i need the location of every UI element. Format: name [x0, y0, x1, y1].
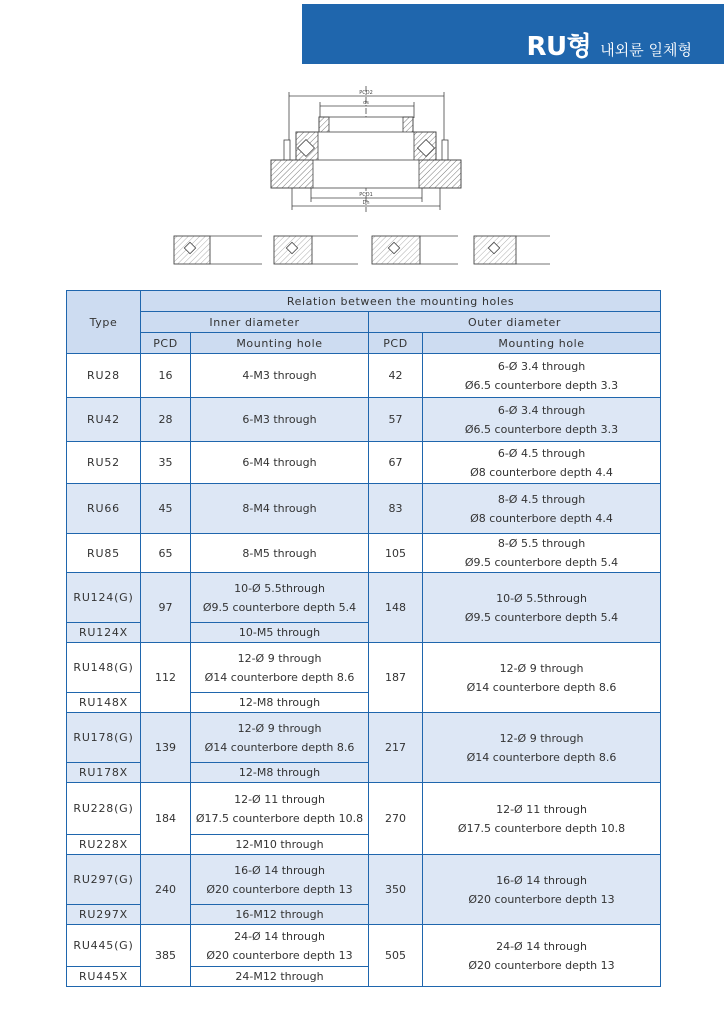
hole-outer-line-2: Ø14 counterbore depth 8.6 — [466, 750, 617, 764]
pcd-inner-cell: 97 — [141, 573, 191, 643]
hole-inner-cell: 16-M12 through — [191, 905, 369, 925]
variant-drawing-1 — [174, 236, 262, 264]
hole-inner-line-2: Ø17.5 counterbore depth 10.8 — [195, 811, 364, 825]
pcd-inner-cell: 35 — [141, 442, 191, 484]
table-row — [67, 442, 661, 484]
hole-outer-line-1: 12-Ø 9 through — [499, 731, 584, 745]
type-cell: RU297X — [67, 905, 141, 925]
mounting-holes-table — [66, 290, 661, 987]
ds-label: ds — [363, 100, 369, 106]
hole-inner-cell: 4-M3 through — [191, 354, 369, 398]
type-cell: RU228X — [67, 835, 141, 855]
hole-inner-line-1: 12-Ø 11 through — [234, 792, 325, 806]
hole-inner-cell — [191, 713, 369, 763]
pcd-outer-cell: 105 — [369, 534, 423, 573]
pcd-inner-cell: 28 — [141, 398, 191, 442]
hole-outer-cell — [423, 855, 661, 925]
banner-title: RU형 — [526, 32, 592, 62]
pcd-inner-cell: 112 — [141, 643, 191, 713]
hole-outer-line-1: 6-Ø 4.5 through — [497, 446, 586, 460]
pcd-inner-cell: 16 — [141, 354, 191, 398]
table-row — [67, 643, 661, 693]
header-pcd-outer: PCD — [369, 333, 423, 354]
hole-outer-line-2: Ø8 counterbore depth 4.4 — [470, 465, 613, 479]
hole-outer-line-2: Ø8 counterbore depth 4.4 — [470, 511, 613, 525]
hole-outer-cell — [423, 573, 661, 643]
pcd-inner-cell: 385 — [141, 925, 191, 987]
hole-inner-cell: 12-M8 through — [191, 763, 369, 783]
pcd-outer-cell: 187 — [369, 643, 423, 713]
hole-outer-line-1: 12-Ø 9 through — [499, 661, 584, 675]
hole-inner-line-1: 16-Ø 14 through — [234, 863, 325, 877]
hole-inner-line-2: Ø20 counterbore depth 13 — [206, 948, 353, 962]
hole-outer-cell — [423, 925, 661, 987]
type-cell: RU178(G) — [67, 713, 141, 763]
header-relation: Relation between the mounting holes — [141, 291, 661, 312]
hole-outer-line-1: 8-Ø 4.5 through — [497, 492, 586, 506]
type-cell: RU85 — [67, 534, 141, 573]
hole-outer-line-2: Ø14 counterbore depth 8.6 — [466, 680, 617, 694]
header-type: Type — [67, 291, 141, 354]
type-cell: RU42 — [67, 398, 141, 442]
table-row — [67, 484, 661, 534]
table-row — [67, 398, 661, 442]
table-row — [67, 713, 661, 763]
pcd1-label: PCD1 — [359, 192, 373, 198]
hole-outer-line-1: 6-Ø 3.4 through — [497, 403, 586, 417]
type-cell: RU297(G) — [67, 855, 141, 905]
hole-outer-line-2: Ø20 counterbore depth 13 — [468, 892, 615, 906]
bearing-drawings — [0, 0, 724, 280]
hole-outer-line-2: Ø9.5 counterbore depth 5.4 — [464, 556, 619, 569]
pcd-outer-cell: 505 — [369, 925, 423, 987]
hole-inner-line-1: 12-Ø 9 through — [237, 721, 322, 735]
hole-outer-line-1: 24-Ø 14 through — [496, 939, 587, 953]
hole-outer-line-2: Ø20 counterbore depth 13 — [468, 958, 615, 972]
type-cell: RU178X — [67, 763, 141, 783]
hole-outer-line-1: 8-Ø 5.5 through — [497, 537, 586, 550]
hole-outer-cell — [423, 534, 661, 573]
pcd-outer-cell: 350 — [369, 855, 423, 925]
hole-inner-cell — [191, 643, 369, 693]
pcd-outer-cell: 148 — [369, 573, 423, 643]
banner-subtitle: 내외륜 일체형 — [600, 41, 692, 59]
type-cell: RU228(G) — [67, 783, 141, 835]
type-cell: RU445X — [67, 967, 141, 987]
hole-outer-cell — [423, 398, 661, 442]
pcd-inner-cell: 240 — [141, 855, 191, 925]
hole-inner-cell — [191, 855, 369, 905]
table-row — [67, 783, 661, 835]
hole-inner-cell: 12-M10 through — [191, 835, 369, 855]
table-row — [67, 573, 661, 623]
hole-inner-cell: 24-M12 through — [191, 967, 369, 987]
table-row — [67, 534, 661, 573]
hole-inner-cell: 10-M5 through — [191, 623, 369, 643]
pcd-outer-cell: 270 — [369, 783, 423, 855]
pcd-inner-cell: 65 — [141, 534, 191, 573]
type-cell: RU148X — [67, 693, 141, 713]
pcd-inner-cell: 139 — [141, 713, 191, 783]
hole-inner-line-1: 12-Ø 9 through — [237, 651, 322, 665]
pcd-outer-cell: 83 — [369, 484, 423, 534]
type-cell: RU445(G) — [67, 925, 141, 967]
hole-outer-cell — [423, 442, 661, 484]
type-cell: RU28 — [67, 354, 141, 398]
table-row — [67, 354, 661, 398]
header-inner-diameter: Inner diameter — [141, 312, 369, 333]
header-hole-outer: Mounting hole — [423, 333, 661, 354]
variant-drawing-4 — [474, 236, 550, 264]
hole-inner-cell — [191, 925, 369, 967]
table-row — [67, 855, 661, 905]
hole-outer-cell — [423, 713, 661, 783]
hole-inner-cell — [191, 783, 369, 835]
pcd-outer-cell: 42 — [369, 354, 423, 398]
hole-inner-line-2: Ø20 counterbore depth 13 — [206, 882, 353, 896]
hole-outer-line-2: Ø17.5 counterbore depth 10.8 — [457, 821, 626, 835]
pcd-outer-cell: 67 — [369, 442, 423, 484]
hole-inner-line-1: 24-Ø 14 through — [234, 929, 325, 943]
header-pcd-inner: PCD — [141, 333, 191, 354]
variant-drawing-2 — [274, 236, 358, 264]
hole-inner-cell: 12-M8 through — [191, 693, 369, 713]
variant-drawing-3 — [372, 236, 458, 264]
hole-outer-line-1: 12-Ø 11 through — [496, 802, 587, 816]
type-cell: RU148(G) — [67, 643, 141, 693]
hole-inner-cell: 6-M3 through — [191, 398, 369, 442]
pcd-outer-cell: 57 — [369, 398, 423, 442]
type-cell: RU66 — [67, 484, 141, 534]
hole-outer-cell — [423, 783, 661, 855]
header-outer-diameter: Outer diameter — [369, 312, 661, 333]
pcd-inner-cell: 45 — [141, 484, 191, 534]
table-row — [67, 925, 661, 967]
hole-inner-line-1: 10-Ø 5.5through — [234, 581, 325, 595]
hole-outer-line-1: 10-Ø 5.5through — [496, 591, 587, 605]
hole-inner-line-2: Ø14 counterbore depth 8.6 — [204, 670, 355, 684]
hole-outer-line-1: 6-Ø 3.4 through — [497, 359, 586, 373]
header-hole-inner: Mounting hole — [191, 333, 369, 354]
hole-inner-cell: 6-M4 through — [191, 442, 369, 484]
hole-inner-cell: 8-M5 through — [191, 534, 369, 573]
hole-outer-cell — [423, 643, 661, 713]
type-cell: RU124(G) — [67, 573, 141, 623]
hole-outer-cell — [423, 354, 661, 398]
type-cell: RU52 — [67, 442, 141, 484]
hole-outer-line-2: Ø6.5 counterbore depth 3.3 — [464, 422, 619, 436]
hole-outer-cell — [423, 484, 661, 534]
hole-inner-line-2: Ø9.5 counterbore depth 5.4 — [202, 600, 357, 614]
type-cell: RU124X — [67, 623, 141, 643]
hole-outer-line-1: 16-Ø 14 through — [496, 873, 587, 887]
hole-inner-line-2: Ø14 counterbore depth 8.6 — [204, 740, 355, 754]
pcd2-label: PCD2 — [359, 90, 373, 96]
pcd-outer-cell: 217 — [369, 713, 423, 783]
hole-inner-cell: 8-M4 through — [191, 484, 369, 534]
dh-label: Dh — [362, 200, 370, 206]
pcd-inner-cell: 184 — [141, 783, 191, 855]
hole-outer-line-2: Ø6.5 counterbore depth 3.3 — [464, 378, 619, 392]
hole-outer-line-2: Ø9.5 counterbore depth 5.4 — [464, 610, 619, 624]
hole-inner-cell — [191, 573, 369, 623]
